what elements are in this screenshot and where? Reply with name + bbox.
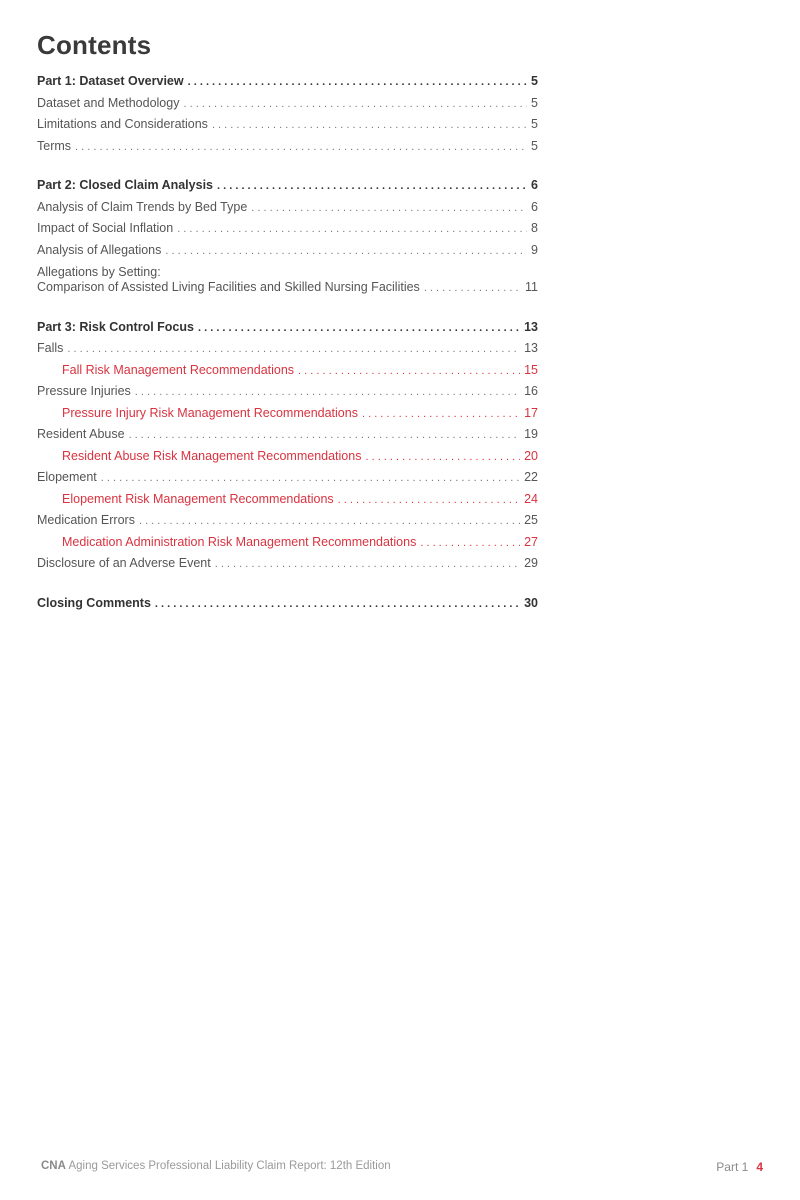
toc-entry-page: 19 xyxy=(524,427,538,441)
toc-entry-label: Falls xyxy=(37,341,64,355)
toc-entry-dataset-methodology[interactable] xyxy=(37,96,538,118)
toc-entry-label: Impact of Social Inflation xyxy=(37,221,174,235)
toc-entry-falls[interactable] xyxy=(37,341,538,363)
toc-entry-label: Pressure Injury Risk Management Recommendations xyxy=(62,405,358,420)
toc-entry-page: 24 xyxy=(524,491,538,506)
toc-entry-pressure-injury-recommendations[interactable] xyxy=(37,406,538,428)
toc-entry-page: 27 xyxy=(524,534,538,549)
toc-entry-label: Closing Comments xyxy=(37,595,151,610)
toc-entry-limitations[interactable] xyxy=(37,117,538,139)
dot-leader xyxy=(135,386,520,398)
table-of-contents xyxy=(37,74,538,635)
toc-entry-fall-recommendations[interactable] xyxy=(37,363,538,385)
dot-leader xyxy=(212,119,527,131)
dot-leader xyxy=(139,515,520,527)
toc-entry-label: Resident Abuse Risk Management Recommendations xyxy=(62,448,362,463)
dot-leader xyxy=(188,76,527,88)
dot-leader xyxy=(177,223,527,235)
toc-entry-elopement-recommendations[interactable] xyxy=(37,492,538,514)
footer-part-label: Part 1 xyxy=(716,1160,749,1174)
dot-leader xyxy=(298,365,520,377)
footer-brand: CNA xyxy=(41,1160,66,1172)
toc-entry-line2-row xyxy=(37,280,538,302)
toc-entry-page: 11 xyxy=(525,280,538,294)
toc-entry-resident-abuse[interactable] xyxy=(37,427,538,449)
dot-leader xyxy=(198,322,520,334)
toc-section-part-3 xyxy=(37,320,538,578)
toc-entry-page: 6 xyxy=(531,199,538,214)
toc-entry-label: Dataset and Methodology xyxy=(37,95,180,110)
toc-entry-terms[interactable] xyxy=(37,139,538,161)
toc-entry-page: 30 xyxy=(524,595,538,610)
footer-title-text: Aging Services Professional Liability Claim Report: 12th Edition xyxy=(68,1160,391,1172)
dot-leader xyxy=(67,343,520,355)
dot-leader xyxy=(362,408,520,420)
toc-entry-part-2[interactable] xyxy=(37,178,538,200)
toc-section-part-2 xyxy=(37,178,538,302)
toc-entry-page: 5 xyxy=(531,117,538,131)
dot-leader xyxy=(75,141,527,153)
toc-entry-label: Elopement Risk Management Recommendations xyxy=(62,491,334,506)
footer-report-title xyxy=(41,1160,391,1174)
toc-entry-label: Resident Abuse xyxy=(37,427,125,441)
toc-entry-page: 13 xyxy=(524,341,538,355)
toc-entry-part-3[interactable] xyxy=(37,320,538,342)
toc-entry-page: 13 xyxy=(524,319,538,334)
toc-entry-page: 15 xyxy=(524,362,538,377)
toc-entry-label: Medication Administration Risk Management Recommendations xyxy=(62,534,417,549)
toc-entry-page: 20 xyxy=(524,448,538,463)
toc-entry-social-inflation[interactable] xyxy=(37,221,538,243)
toc-entry-page: 16 xyxy=(524,384,538,398)
toc-entry-page: 8 xyxy=(531,221,538,235)
toc-entry-label-line1: Allegations by Setting: xyxy=(37,265,161,279)
toc-entry-page: 5 xyxy=(531,95,538,110)
toc-entry-label: Elopement xyxy=(37,470,97,484)
toc-section-closing xyxy=(37,596,538,618)
toc-entry-label: Limitations and Considerations xyxy=(37,117,208,131)
toc-entry-page: 17 xyxy=(524,405,538,420)
toc-entry-label: Fall Risk Management Recommendations xyxy=(62,362,295,377)
toc-entry-label: Medication Errors xyxy=(37,513,135,527)
toc-entry-elopement[interactable] xyxy=(37,470,538,492)
toc-entry-adverse-event[interactable] xyxy=(37,556,538,578)
toc-entry-label: Analysis of Allegations xyxy=(37,242,162,257)
toc-entry-medication-errors[interactable] xyxy=(37,513,538,535)
toc-entry-label-line2: Comparison of Assisted Living Facilities and Skilled Nursing Facilities xyxy=(37,280,420,294)
dot-leader xyxy=(165,245,527,257)
dot-leader xyxy=(217,180,527,192)
footer-page-info xyxy=(716,1160,763,1174)
dot-leader xyxy=(251,202,527,214)
dot-leader xyxy=(129,429,521,441)
footer-page-number: 4 xyxy=(756,1160,763,1174)
toc-entry-label: Part 2: Closed Claim Analysis xyxy=(37,178,213,192)
toc-entry-allegations-by-setting[interactable] xyxy=(37,264,538,302)
toc-entry-pressure-injuries[interactable] xyxy=(37,384,538,406)
toc-entry-label: Pressure Injuries xyxy=(37,384,131,398)
dot-leader xyxy=(155,598,520,610)
page-title: Contents xyxy=(37,30,152,60)
toc-entry-closing-comments[interactable] xyxy=(37,596,538,618)
toc-entry-page: 25 xyxy=(524,513,538,527)
toc-entry-label: Part 3: Risk Control Focus xyxy=(37,319,194,334)
toc-entry-page: 22 xyxy=(524,470,538,484)
toc-entry-label: Terms xyxy=(37,138,72,153)
toc-entry-resident-abuse-recommendations[interactable] xyxy=(37,449,538,471)
dot-leader xyxy=(338,494,520,506)
toc-entry-page: 5 xyxy=(531,74,538,88)
toc-entry-label: Part 1: Dataset Overview xyxy=(37,74,184,88)
dot-leader xyxy=(101,472,520,484)
dot-leader xyxy=(424,282,521,294)
toc-section-part-1 xyxy=(37,74,538,160)
page-footer xyxy=(41,1160,763,1174)
toc-entry-label: Analysis of Claim Trends by Bed Type xyxy=(37,199,248,214)
dot-leader xyxy=(365,451,520,463)
dot-leader xyxy=(215,558,520,570)
toc-entry-label: Disclosure of an Adverse Event xyxy=(37,556,211,570)
toc-entry-allegations[interactable] xyxy=(37,243,538,265)
toc-entry-part-1[interactable] xyxy=(37,74,538,96)
dot-leader xyxy=(183,98,527,110)
toc-entry-page: 5 xyxy=(531,138,538,153)
dot-leader xyxy=(420,537,520,549)
toc-entry-page: 29 xyxy=(524,556,538,570)
toc-entry-medication-recommendations[interactable] xyxy=(37,535,538,557)
toc-entry-claim-trends[interactable] xyxy=(37,200,538,222)
toc-entry-page: 9 xyxy=(531,242,538,257)
toc-entry-page: 6 xyxy=(531,178,538,192)
